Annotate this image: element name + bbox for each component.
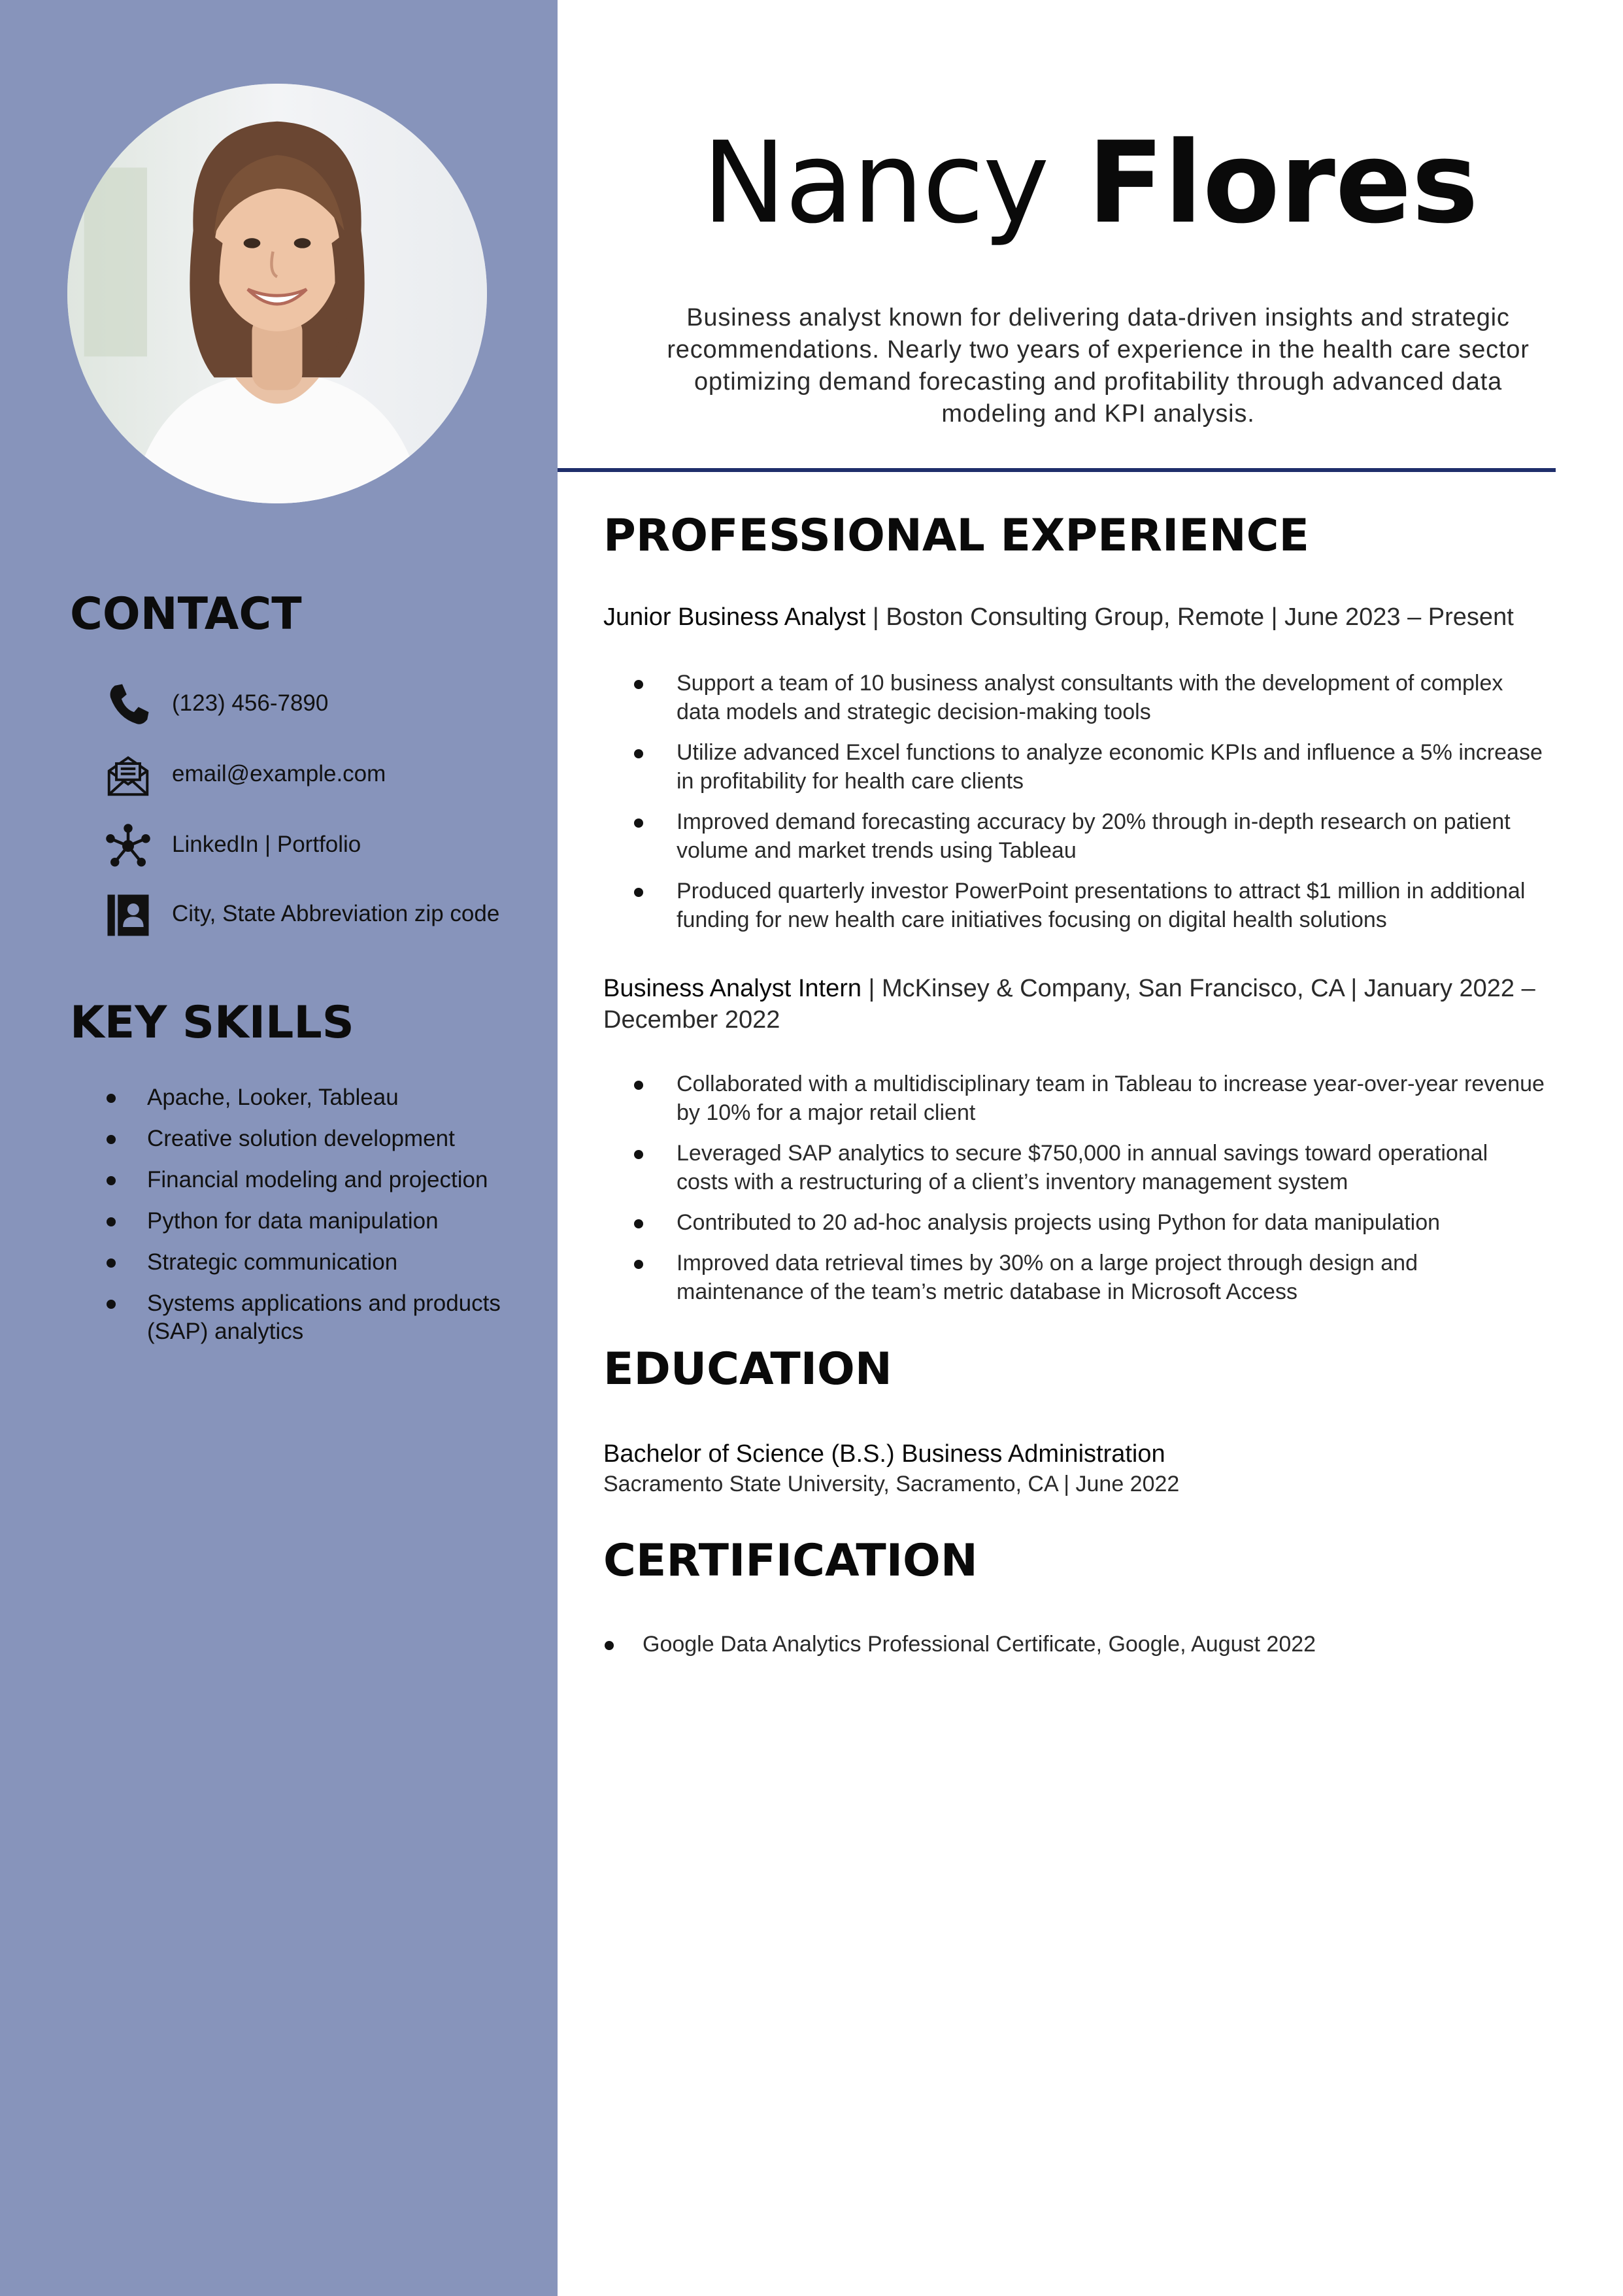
skill-item: Strategic communication (105, 1248, 523, 1276)
certification-heading: CERTIFICATION (603, 1535, 978, 1587)
job-role: Business Analyst Intern (603, 975, 862, 1002)
job-bullet: Collaborated with a multidisciplinary team in Tableau to increase year-over-year revenue by 10% for a major retail client (629, 1070, 1545, 1127)
job-bullets (629, 1070, 1545, 1318)
job-bullet: Contributed to 20 ad-hoc analysis projects using Python for data manipulation (629, 1208, 1545, 1237)
job-role: Junior Business Analyst (603, 603, 866, 631)
skill-item: Creative solution development (105, 1124, 523, 1153)
job-bullet: Improved demand forecasting accuracy by 20% through in-depth research on patient volume and market trends using Tableau (629, 807, 1545, 865)
education-heading: EDUCATION (603, 1343, 892, 1395)
job-bullet: Produced quarterly investor PowerPoint presentations to attract $1 million in additional funding for new health care initiatives focusing on digital health solutions (629, 877, 1545, 934)
contact-heading: CONTACT (70, 588, 302, 640)
skill-item: Python for data manipulation (105, 1207, 523, 1235)
job-title (603, 601, 1545, 633)
job-bullet: Utilize advanced Excel functions to analyze economic KPIs and influence a 5% increase in profitability for health care clients (629, 738, 1545, 796)
phone-icon (105, 681, 152, 728)
certification-list (603, 1630, 1545, 1659)
job-details: | Boston Consulting Group, Remote | June 2023 – Present (865, 603, 1514, 631)
mail-icon (105, 752, 152, 799)
skill-item: Financial modeling and projection (105, 1166, 523, 1194)
network-icon (105, 822, 152, 869)
certification-item: Google Data Analytics Professional Certificate, Google, August 2022 (603, 1630, 1545, 1659)
first-name: Nancy (702, 117, 1048, 248)
contact-address-text: City, State Abbreviation zip code (172, 901, 500, 926)
job-title (603, 973, 1545, 1036)
contact-phone-text: (123) 456-7890 (172, 690, 329, 716)
skill-item: Apache, Looker, Tableau (105, 1083, 523, 1111)
contact-phone (105, 681, 536, 734)
contact-links[interactable] (105, 822, 536, 875)
last-name: Flores (1087, 117, 1479, 248)
job-bullet: Improved data retrieval times by 30% on a large project through design and maintenance of the team’s metric database in Microsoft Access (629, 1249, 1545, 1306)
address-book-icon (105, 892, 152, 939)
candidate-name (558, 118, 1623, 248)
education-school: Sacramento State University, Sacramento, CA | June 2022 (603, 1472, 1180, 1496)
skill-item: Systems applications and products (SAP) analytics (105, 1289, 523, 1345)
contact-address (105, 892, 536, 944)
job-bullet: Leveraged SAP analytics to secure $750,000 in annual savings toward operational costs with a restructuring of a client’s inventory management system (629, 1139, 1545, 1196)
header-divider (558, 468, 1556, 472)
contact-links-text: LinkedIn | Portfolio (172, 832, 361, 857)
contact-email-text: email@example.com (172, 761, 386, 786)
profile-photo (67, 84, 487, 503)
contact-email[interactable] (105, 752, 536, 804)
job-details: | McKinsey & Company, San Francisco, CA | January 2022 – December 2022 (603, 975, 1535, 1034)
job-bullet: Support a team of 10 business analyst consultants with the development of complex data models and strategic decision-making tools (629, 669, 1545, 726)
key-skills-heading: KEY SKILLS (70, 997, 354, 1049)
job-bullets (629, 669, 1545, 946)
profile-summary: Business analyst known for delivering data-driven insights and strategic recommendations. Nearly two years of experience in the health care sector optimizing demand forecasting and profitability through advanced data modeling and KPI analysis. (667, 304, 1530, 428)
skills-list (105, 1083, 523, 1359)
education-degree: Bachelor of Science (B.S.) Business Administration (603, 1440, 1165, 1468)
experience-heading: PROFESSIONAL EXPERIENCE (603, 510, 1309, 562)
